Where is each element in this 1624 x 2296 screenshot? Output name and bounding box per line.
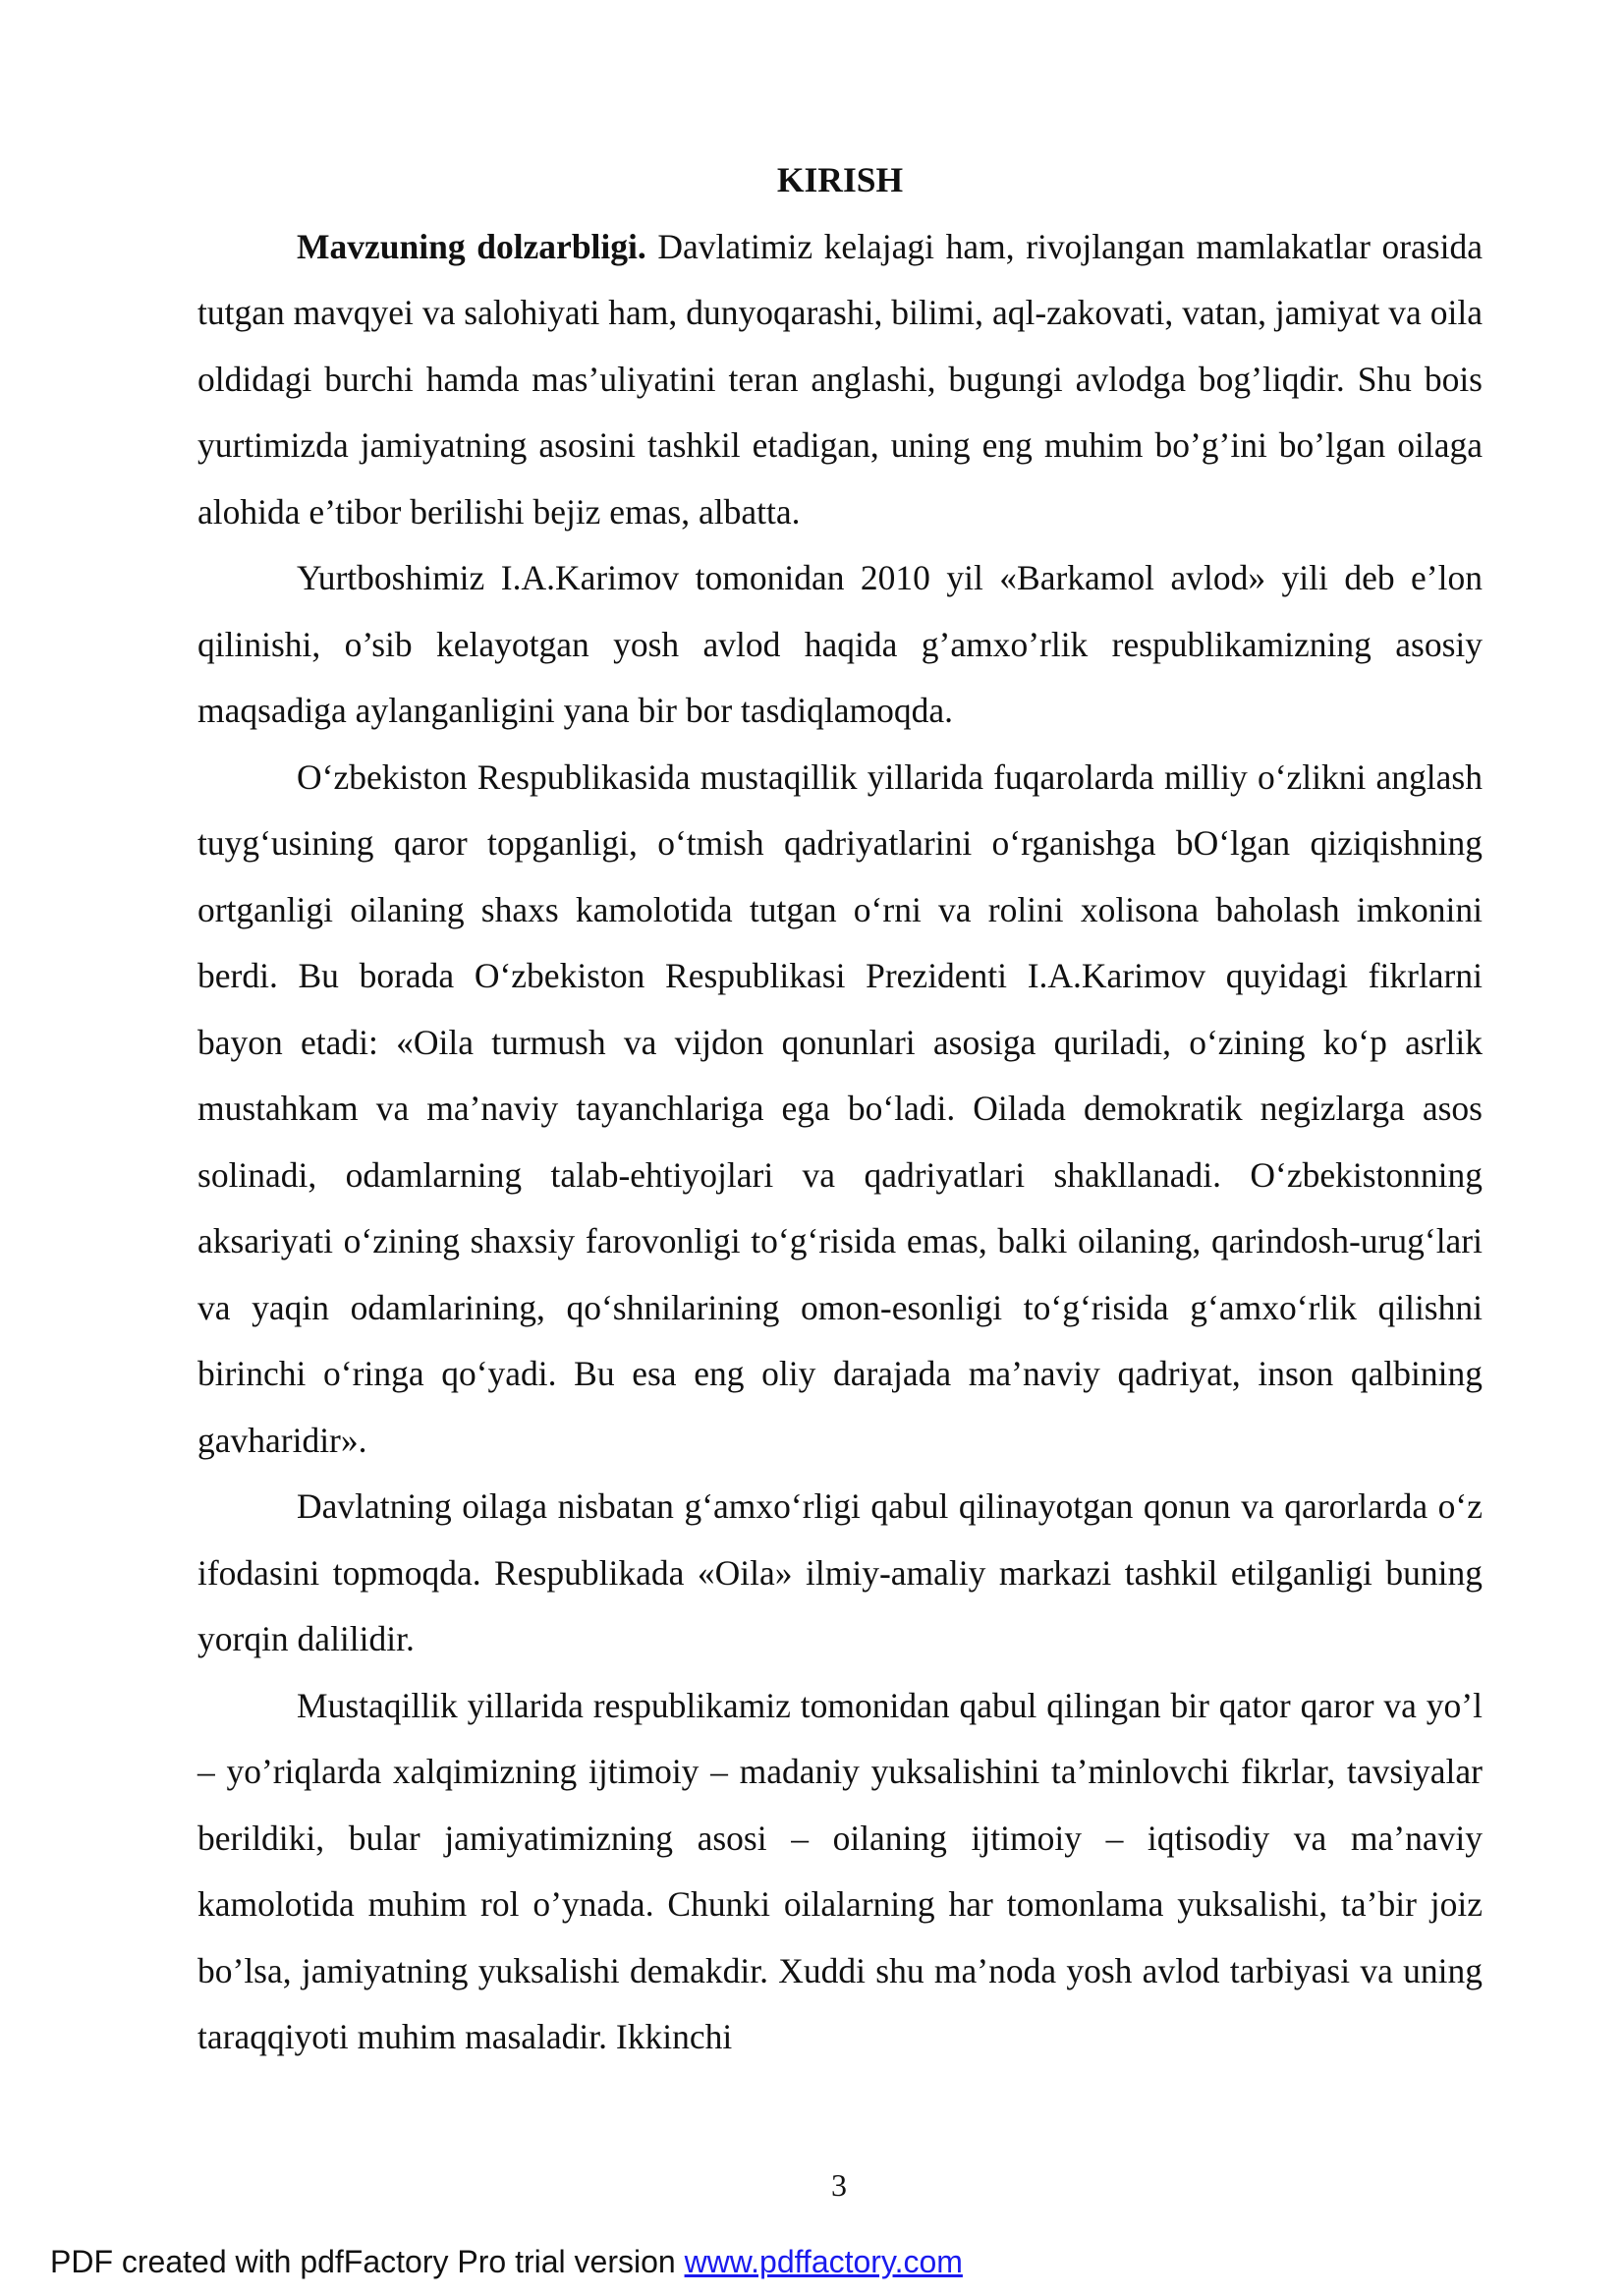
footer-link[interactable]: www.pdffactory.com [684, 2244, 963, 2279]
paragraph-lead: Mavzuning dolzarbligi. [297, 226, 646, 266]
paragraph-3: O‘zbekiston Respublikasida mustaqillik yillarida fuqarolarda milliy o‘zlikni anglash tuyg‘usining qaror topganligi, o‘tmish qadriyatlarini o‘rganishga bO‘lgan qiziqishning ortganligi oilaning shaxs kamolotida tutgan o‘rni va rolini xolisona baholash imkonini berdi. Bu borada O‘zbekiston Respublikasi Prezidenti I.A.Karimov quyidagi fikrlarni bayon etadi: «Oila turmush va vijdon qonunlari asosiga quriladi, o‘zining ko‘p asrlik mustahkam va ma’naviy tayanchlariga ega bo‘ladi. Oilada demokratik negizlarga asos solinadi, odamlarning talab-ehtiyojlari va qadriyatlari shakllanadi. O‘zbekistonning aksariyati o‘zining shaxsiy farovonligi to‘g‘risida emas, balki oilaning, qarindosh-urug‘lari va yaqin odamlarining, qo‘shnilarining omon-esonligi to‘g‘risida g‘amxo‘rlik qilishni birinchi o‘ringa qo‘yadi. Bu esa eng oliy darajada ma’naviy qadriyat, inson qalbining gavharidir». [197, 756, 1483, 1460]
page-title: KIRISH [776, 160, 904, 199]
pdf-footer [50, 2244, 963, 2280]
paragraph-4: Davlatning oilaga nisbatan g‘amxo‘rligi qabul qilinayotgan qonun va qarorlarda o‘z ifodasini topmoqda. Respublikada «Oila» ilmiy-amaliy markazi tashkil etilganligi buning yorqin dalilidir. [197, 1486, 1483, 1658]
paragraph-text: Davlatimiz kelajagi ham, rivojlangan mamlakatlar orasida tutgan mavqyei va salohiyati ham, dunyoqarashi, bilimi, aql-zakovati, vatan, jamiyat va oila oldidagi burchi hamda mas’uliyatini teran anglashi, bugungi avlodga bog’liqdir. Shu bois yurtimizda jamiyatning asosini tashkil etadigan, uning eng muhim bo’g’ini bo’lgan oilaga alohida e’tibor berilishi bejiz emas, albatta. [197, 226, 1483, 532]
page-body [197, 147, 1483, 2071]
paragraph-5: Mustaqillik yillarida respublikamiz tomonidan qabul qilingan bir qator qaror va yo’l – yo’riqlarda xalqimizning ijtimoiy – madaniy yuksalishini ta’minlovchi fikrlar, tavsiyalar berildiki, bular jamiyatimizning asosi – oilaning ijtimoiy – iqtisodiy va ma’naviy kamolotida muhim rol o’ynada. Chunki oilalarning har tomonlama yuksalishi, ta’bir joiz bo’lsa, jamiyatning yuksalishi demakdir. Xuddi shu ma’noda yosh avlod tarbiyasi va uning taraqqiyoti muhim masaladir. Ikkinchi [197, 1685, 1483, 2056]
paragraph-2: Yurtboshimiz I.A.Karimov tomonidan 2010 yil «Barkamol avlod» yili deb e’lon qilinishi, o’sib kelayotgan yosh avlod haqida g’amxo’rlik respublikamizning asosiy maqsadiga aylanganligini yana bir bor tasdiqlamoqda. [197, 558, 1483, 730]
paragraph-1 [197, 214, 1483, 546]
footer-text: PDF created with pdfFactory Pro trial version [50, 2244, 685, 2279]
page-number: 3 [831, 2167, 847, 2203]
